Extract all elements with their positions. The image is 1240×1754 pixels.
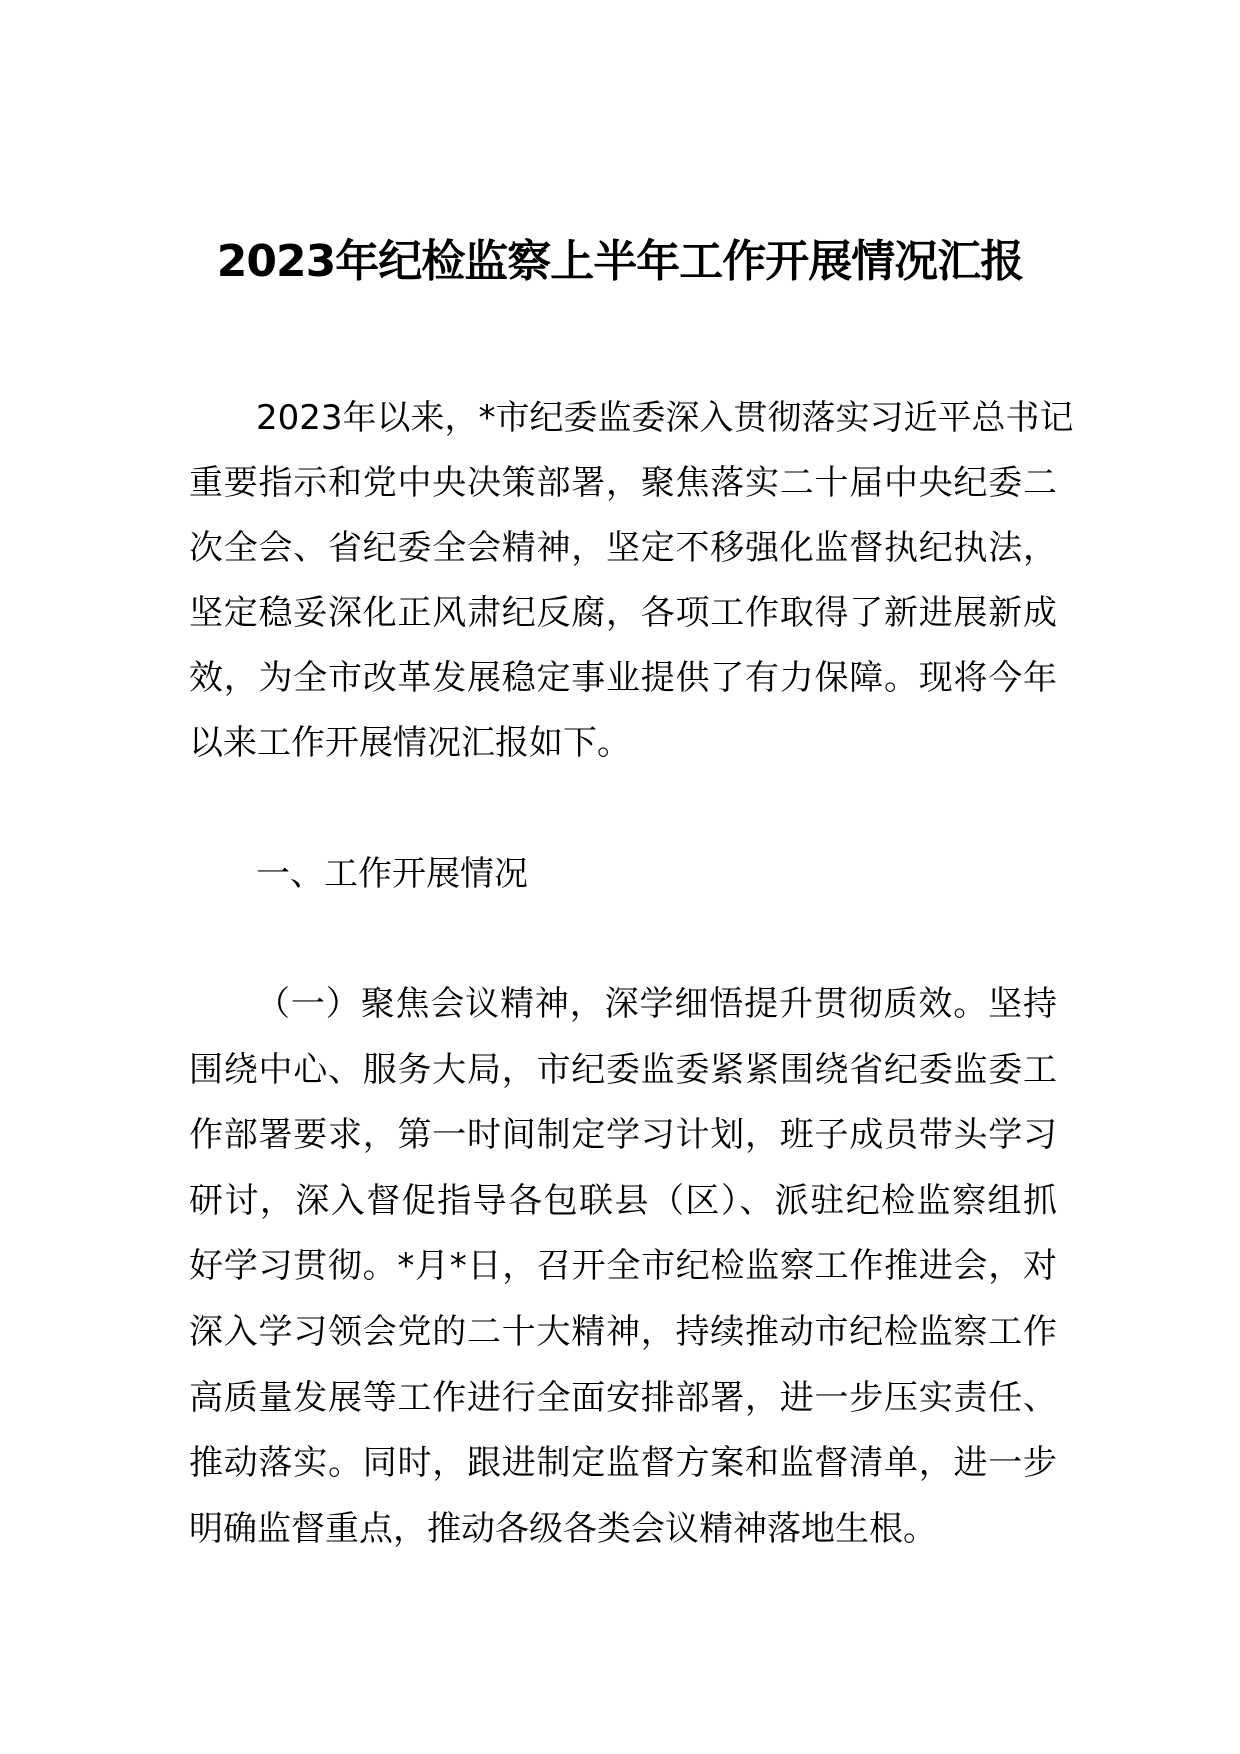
text-line: 重要指示和党中央决策部署，聚焦落实二十届中央纪委二 [189, 463, 1057, 503]
text-line: 明确监督重点，推动各级各类会议精神落地生根。 [189, 1508, 937, 1549]
text-line: 2023年以来，*市纪委监委深入贯彻落实习近平总书记 [256, 398, 1074, 438]
text-line: 以来工作开展情况汇报如下。 [189, 723, 631, 763]
document-title: 2023年纪检监察上半年工作开展情况汇报 [216, 236, 1024, 287]
text-line: 深入学习领会党的二十大精神，持续推动市纪检监察工作 [189, 1312, 1057, 1352]
text-line: 好学习贯彻。*月*日，召开全市纪检监察工作推进会，对 [189, 1246, 1057, 1287]
text-line: 围绕中心、服务大局，市纪委监委紧紧围绕省纪委监委工 [189, 1049, 1057, 1090]
text-line: 坚定稳妥深化正风肃纪反腐，各项工作取得了新进展新成 [189, 593, 1057, 633]
text-line: 效，为全市改革发展稳定事业提供了有力保障。现将今年 [189, 658, 1057, 698]
text-line: 高质量发展等工作进行全面安排部署，进一步压实责任、 [189, 1377, 1057, 1418]
section-heading: 一、工作开展情况 [256, 854, 528, 894]
text-line: 次全会、省纪委全会精神，坚定不移强化监督执纪执法， [189, 528, 1057, 568]
text-line: 作部署要求，第一时间制定学习计划，班子成员带头学习 [189, 1115, 1057, 1156]
text-line: 研讨，深入督促指导各包联县（区）、派驻纪检监察组抓 [189, 1180, 1057, 1221]
text-line: 推动落实。同时，跟进制定监督方案和监督清单，进一步 [189, 1443, 1057, 1484]
text-line: （一）聚焦会议精神，深学细悟提升贯彻质效。坚持 [256, 984, 1057, 1024]
